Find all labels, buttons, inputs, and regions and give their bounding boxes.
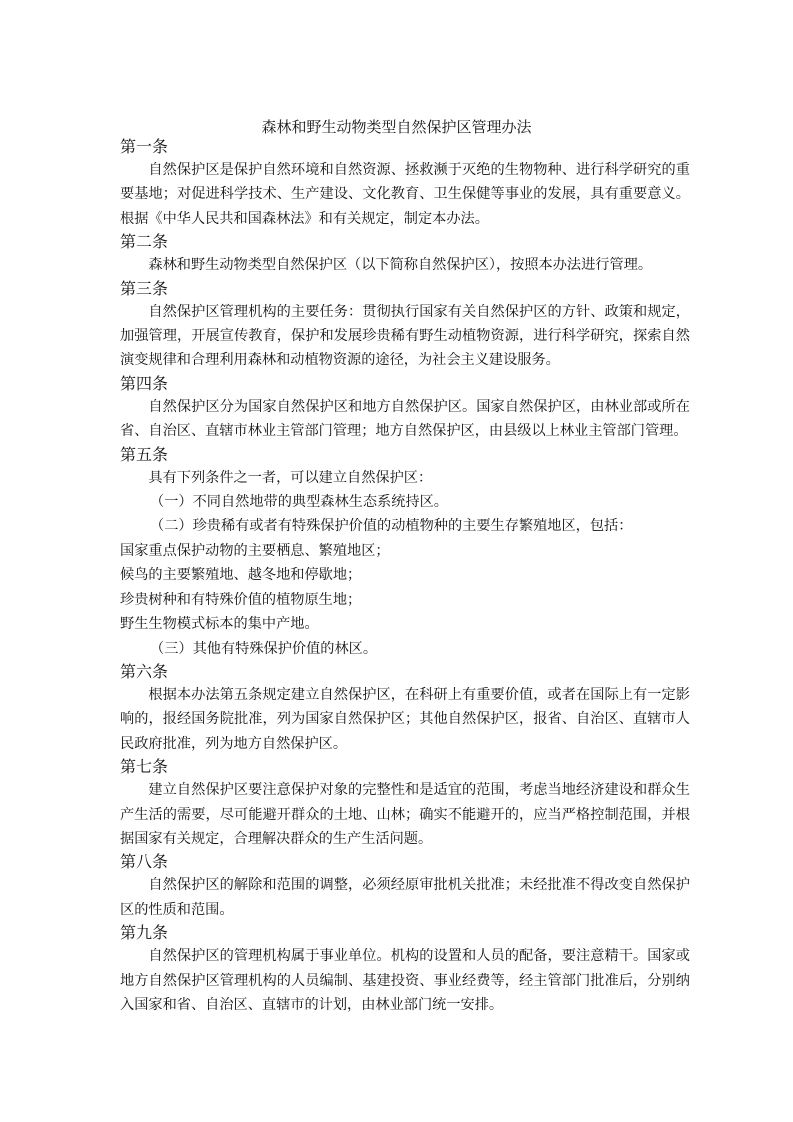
article-paragraph: 森林和野生动物类型自然保护区（以下简称自然保护区），按照本办法进行管理。 [148, 257, 653, 274]
article-list-item: 候鸟的主要繁殖地、越冬地和停歇地； [120, 567, 362, 584]
article-list-item: （一）不同自然地带的典型森林生态系统持区。 [150, 494, 448, 511]
article-paragraph: 自然保护区的解除和范围的调整，必须经原审批机关批准；未经批准不得改变自然保护区的性质和范围。 [120, 877, 690, 918]
article-5 [120, 444, 690, 661]
article-7 [120, 756, 690, 851]
article-list-item: 珍贵树种和有特殊价值的植物原生地； [120, 591, 362, 608]
article-heading: 第六条 [120, 661, 169, 681]
article-8 [120, 851, 690, 922]
article-heading: 第七条 [120, 757, 169, 777]
article-list-item: （二）珍贵稀有或者有特殊保护价值的动植物种的主要生存繁殖地区，包括： [150, 518, 633, 535]
article-heading: 第八条 [120, 852, 169, 872]
article-paragraph: 自然保护区分为国家自然保护区和地方自然保护区。国家自然保护区，由林业部或所在省、自治区、直辖市林业主管部门管理；地方自然保护区，由县级以上林业主管部门管理。 [120, 398, 690, 440]
article-heading: 第三条 [120, 278, 169, 298]
article-6 [120, 661, 690, 756]
article-paragraph: 自然保护区是保护自然环境和自然资源、拯救濒于灭绝的生物物种、进行科学研究的重要基地；对促进科学技术、生产建设、文化教育、卫生保健等事业的发展，具有重要意义。根据《中华人民共和国森林法》和有关规定，制定本办法。 [120, 162, 690, 227]
article-heading: 第五条 [120, 444, 169, 464]
article-3 [120, 278, 690, 373]
document-body [120, 136, 690, 1017]
article-9 [120, 922, 690, 1017]
article-paragraph: 根据本办法第五条规定建立自然保护区，在科研上有重要价值，或者在国际上有一定影响的，报经国务院批准，列为国家自然保护区；其他自然保护区，报省、自治区、直辖市人民政府批准，列为地方自然保护区。 [120, 686, 690, 752]
article-4 [120, 373, 690, 444]
article-paragraph: 具有下列条件之一者，可以建立自然保护区： [148, 469, 433, 486]
article-paragraph: 建立自然保护区要注意保护对象的完整性和是适宜的范围，考虑当地经济建设和群众生产生活的需要，尽可能避开群众的土地、山林；确实不能避开的，应当严格控制范围，并根据国家有关规定，合理解决群众的生产生活问题。 [120, 782, 690, 847]
article-paragraph: 自然保护区的管理机构属于事业单位。机构的设置和人员的配备，要注意精干。国家或地方自然保护区管理机构的人员编制、基建投资、事业经费等，经主管部门批准后，分别纳入国家和省、自治区、直辖市的计划，由林业部门统一安排。 [120, 948, 690, 1013]
article-heading: 第二条 [120, 232, 169, 252]
article-heading: 第四条 [120, 373, 169, 393]
article-1 [120, 136, 690, 231]
article-2 [120, 231, 690, 277]
article-heading: 第九条 [120, 923, 169, 943]
article-paragraph: 自然保护区管理机构的主要任务：贯彻执行国家有关自然保护区的方针、政策和规定，加强管理，开展宣传教育，保护和发展珍贵稀有野生动植物资源，进行科学研究，探索自然演变规律和合理利用森林和动植物资源的途径，为社会主义建设服务。 [120, 303, 690, 369]
article-list-item: （三）其他有特殊保护价值的林区。 [150, 640, 378, 657]
document-title: 森林和野生动物类型自然保护区管理办法 [261, 118, 532, 136]
article-heading: 第一条 [120, 137, 169, 156]
article-list-item: 国家重点保护动物的主要栖息、繁殖地区； [120, 542, 390, 559]
article-list-item: 野生生物模式标本的集中产地。 [120, 616, 319, 633]
